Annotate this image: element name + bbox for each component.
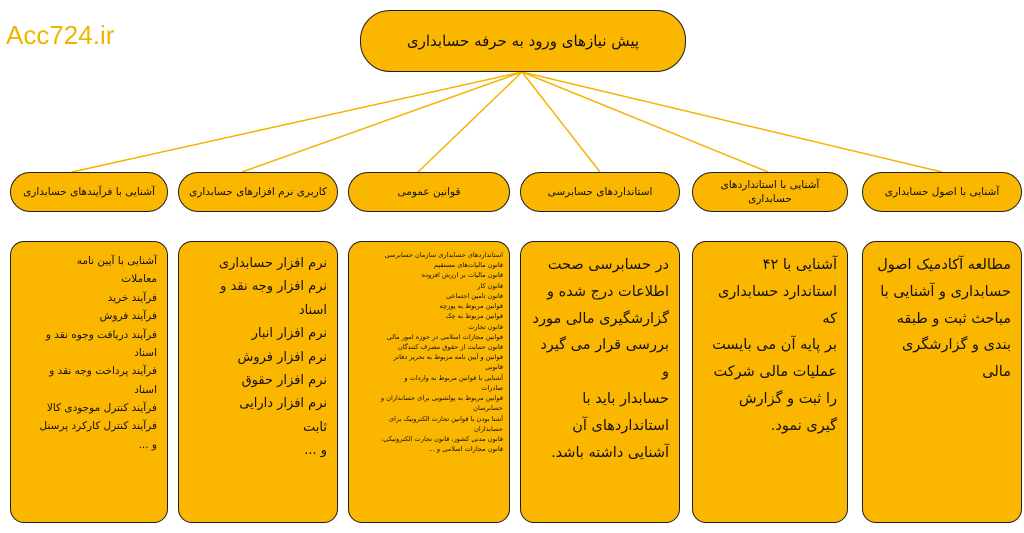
content-line: استانداردهای آن <box>572 417 669 434</box>
content-line: قوانین و آیین نامه مربوط به تحریر دفاتر <box>393 353 503 362</box>
content-line: قانون مالیات‌های مستقیم <box>434 261 503 270</box>
content-line: بر پایه آن می بایست <box>712 337 837 354</box>
content-auditing-standards <box>520 241 680 523</box>
content-accounting-processes <box>10 241 168 523</box>
heading-label: استانداردهای حسابرسی <box>547 185 653 198</box>
content-line: آشنایی با آیین نامه <box>76 255 157 267</box>
content-line: فرآیند کنترل کارکرد پرسنل <box>39 420 157 433</box>
content-line: بندی و گزارشگری <box>901 337 1011 354</box>
content-line: آشنا بودن با قوانین تجارت الکترونیک برای <box>388 414 503 423</box>
content-line: قانون مجازات اسلامی و ... <box>428 445 503 454</box>
content-line: قانونی <box>485 363 503 372</box>
heading-accounting-processes <box>10 172 168 212</box>
content-line: اطلاعات درج شده و <box>547 283 669 300</box>
content-line: قانون حمایت از حقوق مصرف کنندگان <box>397 342 503 351</box>
content-line: حسابدار باید با <box>582 391 669 408</box>
content-line: نرم افزار دارایی <box>239 396 327 412</box>
content-line: استاندارد حسابداری که <box>717 283 837 327</box>
content-accounting-standards <box>692 241 848 523</box>
content-line: قوانین مجازات اسلامی در حوزه امور مالی <box>386 332 503 341</box>
content-line: قوانین مربوط به پولشویی برای حسابداران و <box>380 394 503 403</box>
content-line: را ثبت و گزارش <box>738 391 837 408</box>
content-line: گیری نمود. <box>770 417 837 434</box>
watermark-logo: Acc724.ir <box>6 20 115 50</box>
content-line: و ... <box>138 438 157 451</box>
content-line: نرم افزار حسابداری <box>218 256 327 271</box>
content-line: قانون مالیات بر ارزش افزوده <box>421 271 503 280</box>
content-line: حسابداران <box>474 424 503 433</box>
content-line: آشنایی داشته باشد. <box>551 444 669 461</box>
content-line: استانداردهای حسابداری سازمان حسابرسی <box>384 251 503 259</box>
content-line: قانون مدنی کشور، قانون تجارت الکترونیکی، <box>381 434 503 443</box>
content-accounting-software <box>178 241 338 523</box>
content-line: فرآیند فروش <box>99 310 157 323</box>
content-line: ثابت <box>303 419 327 435</box>
root-label: پیش نیازهای ورود به حرفه حسابداری <box>406 32 640 50</box>
heading-label: کاربری نرم افزارهای حسابداری <box>189 185 327 198</box>
heading-accounting-standards <box>692 172 848 212</box>
content-line: فرآیند کنترل موجودی کالا <box>46 402 157 414</box>
content-line: گزارشگیری مالی مورد <box>532 310 669 327</box>
content-line: حسابرسان <box>473 404 503 413</box>
content-line: فرآیند پرداخت وجه نقد و <box>49 365 157 378</box>
connector-line <box>418 72 522 172</box>
content-line: مباحث ثبت و طبقه <box>896 310 1011 327</box>
content-line: قانون تجارت <box>468 322 503 331</box>
content-line: معاملات <box>121 273 157 286</box>
content-line: آشنایی با قوانین مربوط به واردات و <box>404 373 503 382</box>
content-line: اسناد <box>298 302 327 318</box>
content-line: فرآیند خرید <box>107 291 157 304</box>
content-line: آشنایی با ۴۲ <box>762 257 837 273</box>
connector-line <box>242 72 522 172</box>
connector-line <box>72 72 522 172</box>
heading-label: آشنایی با فرآیندهای حسابداری <box>23 185 155 198</box>
content-line: و ... <box>304 443 327 459</box>
heading-general-laws <box>348 172 510 212</box>
heading-accounting-principles <box>862 172 1022 212</box>
content-line: مالی <box>982 364 1011 381</box>
content-line: نرم افزار حقوق <box>241 372 327 388</box>
content-line: نرم افزار انبار <box>251 326 327 342</box>
heading-auditing-standards <box>520 172 680 212</box>
heading-label: آشنایی با اصول حسابداری <box>884 185 1000 198</box>
content-line: مطالعه آکادمیک اصول <box>877 257 1011 273</box>
content-line: فرآیند دریافت وجوه نقد و <box>45 328 157 341</box>
content-line: قانون کار <box>477 281 503 290</box>
heading-label: آشنایی با استانداردهای حسابداری <box>720 178 820 205</box>
content-line: قوانین مربوط به چک <box>445 312 503 321</box>
content-line: نرم افزار وجه نقد و <box>220 279 327 295</box>
content-accounting-principles <box>862 241 1022 523</box>
connector-line <box>522 72 600 172</box>
content-line: حسابداری و آشنایی با <box>880 283 1011 300</box>
heading-label: قوانین عمومی <box>397 185 461 198</box>
content-line: صادرات <box>481 383 503 392</box>
root-node <box>360 10 686 72</box>
content-line: بررسی قرار می گیرد و <box>540 337 669 381</box>
content-general-laws <box>348 241 510 523</box>
content-line: اسناد <box>134 383 157 396</box>
content-line: نرم افزار فروش <box>237 349 327 365</box>
content-line: عملیات مالی شرکت <box>713 364 837 381</box>
content-line: در حسابرسی صحت <box>547 257 669 273</box>
content-line: قانون تامین اجتماعی <box>446 291 503 300</box>
content-line: قوانین مربوط به پورچه <box>439 302 503 311</box>
content-line: اسناد <box>134 346 157 359</box>
heading-accounting-software <box>178 172 338 212</box>
